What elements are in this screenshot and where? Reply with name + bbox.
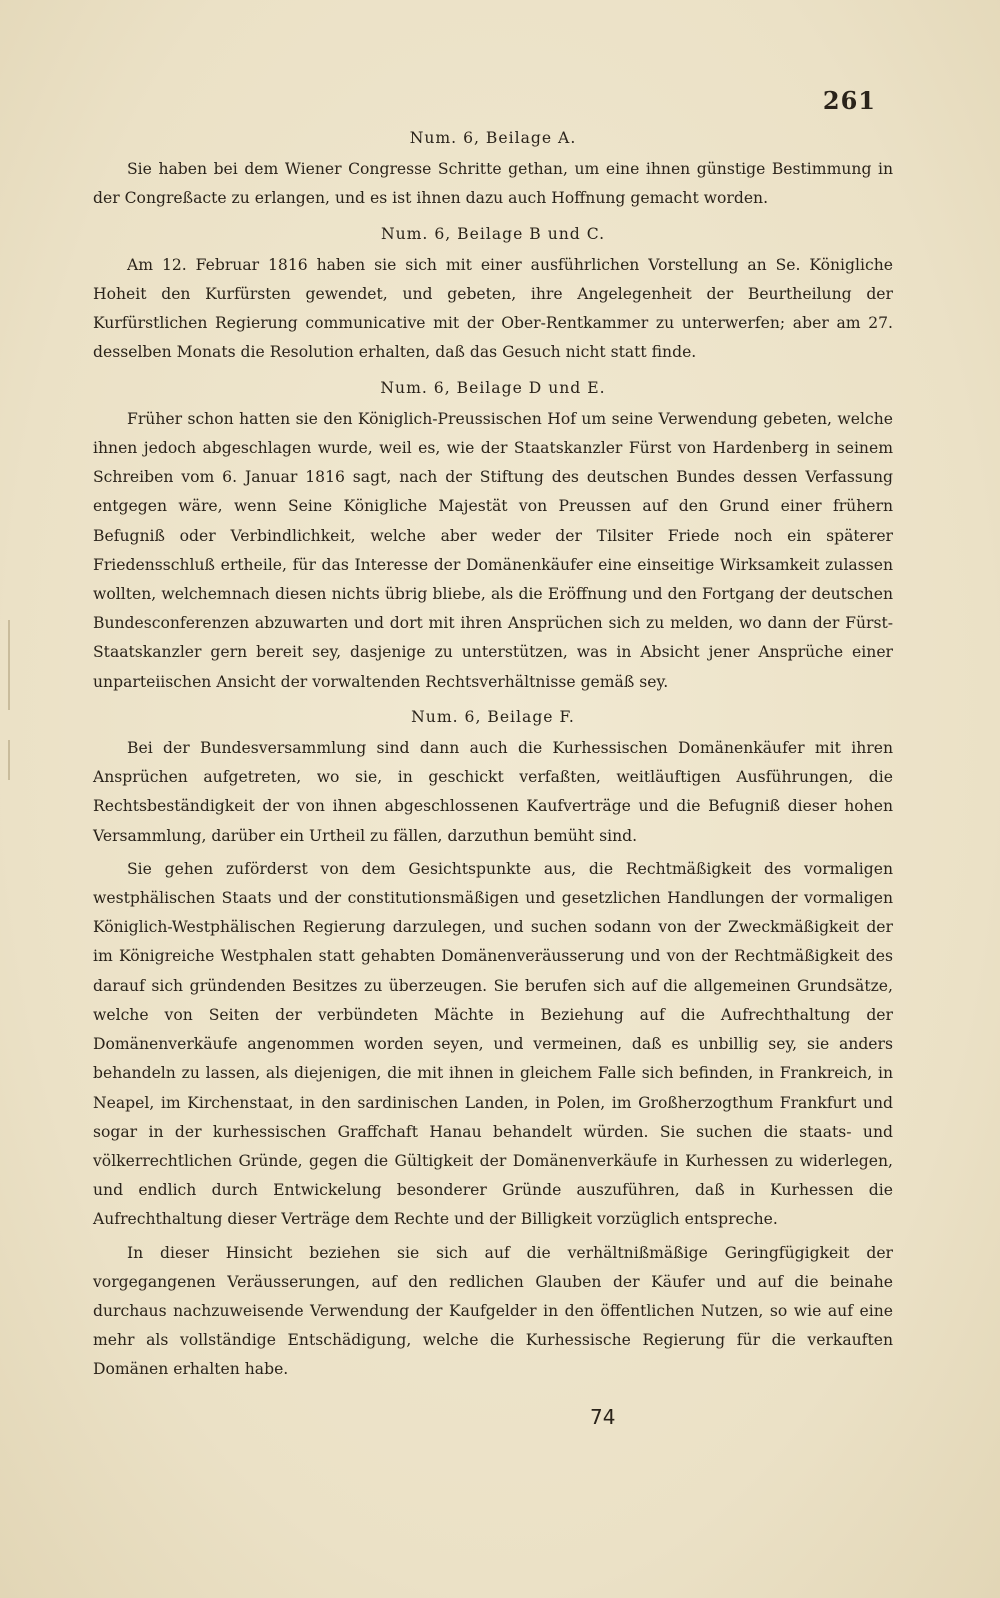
paragraph: Sie gehen zuförderst von dem Gesichtspunkte aus, die Rechtmäßigkeit des vormaligen westphälischen Staats und der constitutionsmäßigen und gesetzlichen Handlungen der vormaligen Königlich-Westphälischen Regierung darzulegen, und suchen sodann von der Zweckmäßigkeit der im Königreiche Westphalen statt gehabten Domänenveräusserung und von der Rechtmäßigkeit des darauf sich gründenden Besitzes zu überzeugen. Sie berufen sich auf die allgemeinen Grundsätze, welche von Seiten der verbündeten Mächte in Beziehung auf die Aufrechthaltung der Domänenverkäufe angenommen worden seyen, und vermeinen, daß es unbillig sey, sie anders behandeln zu lassen, als diejenigen, die mit ihnen in gleichem Falle sich befinden, in Frankreich, in Neapel, im Kirchenstaat, in den sardinischen Landen, in Polen, im Großherzogthum Frankfurt und sogar in der kurhessischen Graffchaft Hanau behandelt würden. Sie suchen die staats- und völkerrechtlichen Gründe, gegen die Gültigkeit der Domänenverkäufe in Kurhessen zu widerlegen, und endlich durch Entwickelung besonderer Gründe auszuführen, daß in Kurhessen die Aufrechthaltung dieser Verträge dem Rechte und der Billigkeit vorzüglich entspreche. bbox=[93, 859, 893, 1229]
paragraph: Sie haben bei dem Wiener Congresse Schritte gethan, um eine ihnen günstige Bestimmung in der Congreßacte zu erlangen, und es ist ihnen dazu auch Hoffnung gemacht worden. bbox=[93, 160, 893, 208]
paragraph: Bei der Bundesversammlung sind dann auch die Kurhessischen Domänenkäufer mit ihren Ansprüchen aufgetreten, wo sie, in geschickt verfaßten, weitläuftigen Ausführungen, die Rechtsbeständigkeit der von ihnen abgeschlossenen Kaufverträge und die Befugniß dieser hohen Versammlung, darüber ein Urtheil zu fällen, darzuthun bemüht sind. bbox=[93, 739, 893, 845]
binding-edge-mark bbox=[8, 620, 10, 710]
printer-signature-mark: 74 bbox=[590, 1405, 616, 1429]
document-body bbox=[93, 118, 893, 1389]
page-number: 261 bbox=[822, 86, 876, 115]
section-heading: Num. 6, Beilage B und C. bbox=[380, 224, 606, 243]
section-heading: Num. 6, Beilage F. bbox=[411, 707, 575, 726]
paragraph: In dieser Hinsicht beziehen sie sich auf die verhältnißmäßige Geringfügigkeit der vorgegangenen Veräusserungen, auf den redlichen Glauben der Käufer und auf die beinahe durchaus nachzuweisende Verwendung der Kaufgelder in den öffentlichen Nutzen, so wie auf eine mehr als vollständige Entschädigung, welche die Kurhessische Regierung für die verkauften Domänen erhalten habe. bbox=[93, 1243, 893, 1379]
paragraph: Am 12. Februar 1816 haben sie sich mit einer ausführlichen Vorstellung an Se. Königliche Hoheit den Kurfürsten gewendet, und gebeten, ihre Angelegenheit der Beurtheilung der Kurfürstlichen Regierung communicative mit der Ober-Rentkammer zu unterwerfen; aber am 27. desselben Monats die Resolution erhalten, daß das Gesuch nicht statt finde. bbox=[93, 255, 893, 362]
section-heading: Num. 6, Beilage D und E. bbox=[380, 378, 606, 397]
section-heading: Num. 6, Beilage A. bbox=[409, 129, 577, 147]
binding-edge-mark bbox=[8, 740, 10, 780]
paragraph: Früher schon hatten sie den Königlich-Preussischen Hof um seine Verwendung gebeten, welche ihnen jedoch abgeschlagen wurde, weil es, wie der Staatskanzler Fürst von Hardenberg in seinem Schreiben vom 6. Januar 1816 sagt, nach der Stiftung des deutschen Bundes dessen Verfassung entgegen wäre, wenn Seine Königliche Majestät von Preussen auf den Grund einer frühern Befugniß oder Verbindlichkeit, welche aber weder der Tilsiter Friede noch ein späterer Friedensschluß ertheile, für das Interesse der Domänenkäufer eine einseitige Wirksamkeit zulassen wollten, welchemnach diesen nichts übrig bliebe, als die Eröffnung und den Fortgang der deutschen Bundesconferenzen abzuwarten und dort mit ihren Ansprüchen sich zu melden, wo dann der Fürst-Staatskanzler gern bereit sey, dasjenige zu unterstützen, was in Absicht jener Ansprüche einer unparteiischen Ansicht der vorwaltenden Rechtsverhältnisse gemäß sey. bbox=[93, 409, 893, 691]
